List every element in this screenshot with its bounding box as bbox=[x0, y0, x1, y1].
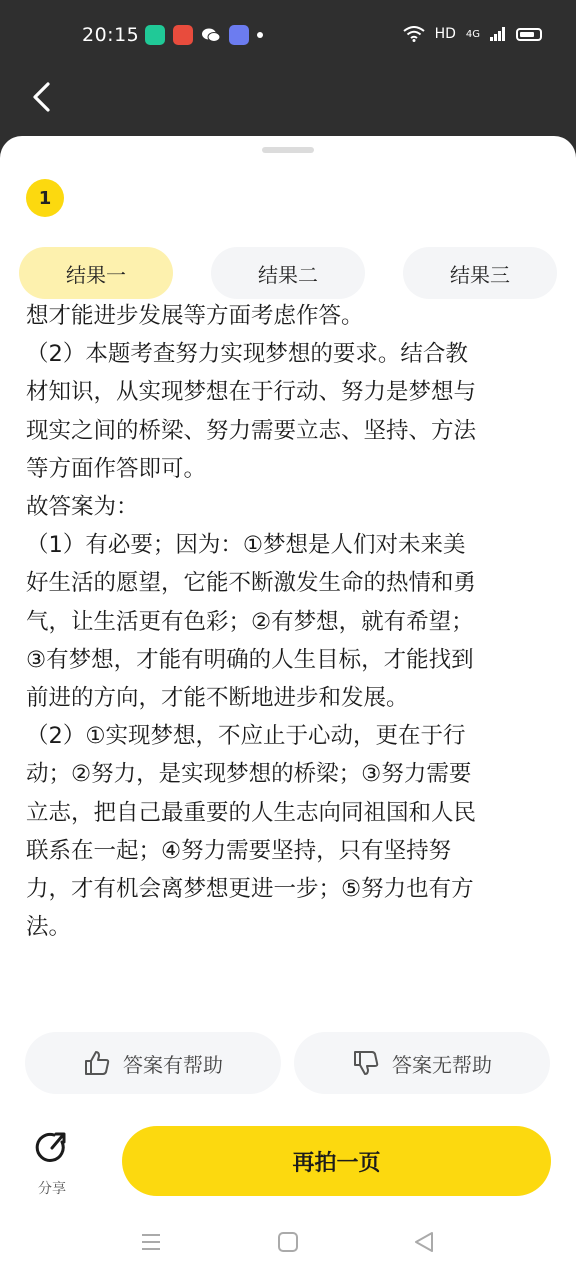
retake-button[interactable]: 再拍一页 bbox=[122, 1126, 551, 1196]
menu-icon[interactable] bbox=[140, 1232, 162, 1252]
answer-line: 好生活的愿望，它能不断激发生命的热情和勇 bbox=[26, 570, 477, 597]
answer-line: 材知识，从实现梦想在于行动、努力是梦想与 bbox=[26, 379, 477, 406]
answer-line: 想才能进步发展等方面考虑作答。 bbox=[26, 303, 364, 329]
question-number-badge: 1 bbox=[26, 179, 64, 217]
thumbs-down-icon bbox=[352, 1049, 380, 1077]
system-icons bbox=[403, 26, 542, 42]
back-nav-icon[interactable] bbox=[413, 1232, 435, 1252]
system-nav-bar bbox=[0, 1212, 576, 1280]
answer-line: 立志，把自己最重要的人生志向同祖国和人民 bbox=[26, 799, 477, 826]
answer-line: 联系在一起；④努力需要坚持，只有坚持努 bbox=[26, 837, 452, 864]
tab-result-one[interactable]: 结果一 bbox=[19, 247, 173, 299]
answer-line: 力，才有机会离梦想更进一步；⑤努力也有方 bbox=[26, 876, 474, 903]
tab-result-three[interactable]: 结果三 bbox=[403, 247, 557, 299]
status-time: 20:15 bbox=[82, 24, 140, 46]
network-type: HD bbox=[434, 26, 456, 42]
answer-line: 法。 bbox=[26, 914, 72, 941]
answer-line: 前进的方向，才能不断地进步和发展。 bbox=[26, 685, 409, 712]
wechat-icon bbox=[201, 25, 221, 45]
more-notifications-icon bbox=[257, 32, 263, 38]
answer-line: 故答案为： bbox=[26, 494, 139, 521]
status-bar bbox=[0, 0, 576, 72]
unhelpful-button[interactable] bbox=[294, 1032, 550, 1094]
answer-line: 等方面作答即可。 bbox=[26, 455, 207, 482]
answer-content bbox=[26, 297, 546, 977]
app-notification-icon bbox=[229, 25, 249, 45]
result-tabs bbox=[19, 247, 557, 299]
answer-line: （2）①实现梦想，不应止于心动，更在于行 bbox=[26, 723, 466, 750]
tab-result-two[interactable]: 结果二 bbox=[211, 247, 365, 299]
unhelpful-label: 答案无帮助 bbox=[392, 1052, 492, 1077]
battery-icon bbox=[516, 28, 542, 41]
app-notification-icon bbox=[173, 25, 193, 45]
share-label: 分享 bbox=[38, 1181, 66, 1197]
answer-line: （2）本题考查努力实现梦想的要求。结合教 bbox=[26, 341, 468, 368]
chevron-left-icon bbox=[28, 78, 58, 118]
answer-line: 气，让生活更有色彩；②有梦想，就有希望； bbox=[26, 608, 474, 635]
helpful-button[interactable] bbox=[25, 1032, 281, 1094]
signal-label: 4G bbox=[465, 28, 480, 40]
share-icon bbox=[32, 1128, 72, 1168]
feedback-row bbox=[25, 1032, 550, 1094]
share-button[interactable] bbox=[28, 1128, 76, 1200]
answer-line: ③有梦想，才能有明确的人生目标，才能找到 bbox=[26, 646, 474, 673]
answer-line: 动；②努力，是实现梦想的桥梁；③努力需要 bbox=[26, 761, 472, 788]
answer-line: 现实之间的桥梁、努力需要立志、坚持、方法 bbox=[26, 417, 477, 444]
thumbs-up-icon bbox=[83, 1049, 111, 1077]
signal-icon bbox=[490, 27, 506, 41]
result-sheet bbox=[0, 136, 576, 1280]
answer-line: （1）有必要；因为：①梦想是人们对未来美 bbox=[26, 532, 466, 559]
app-notification-icon bbox=[145, 25, 165, 45]
notification-icons bbox=[145, 25, 263, 45]
back-button[interactable] bbox=[28, 78, 58, 118]
drag-handle[interactable] bbox=[262, 147, 314, 153]
helpful-label: 答案有帮助 bbox=[123, 1052, 223, 1077]
home-icon[interactable] bbox=[277, 1232, 299, 1252]
wifi-icon bbox=[403, 26, 425, 42]
